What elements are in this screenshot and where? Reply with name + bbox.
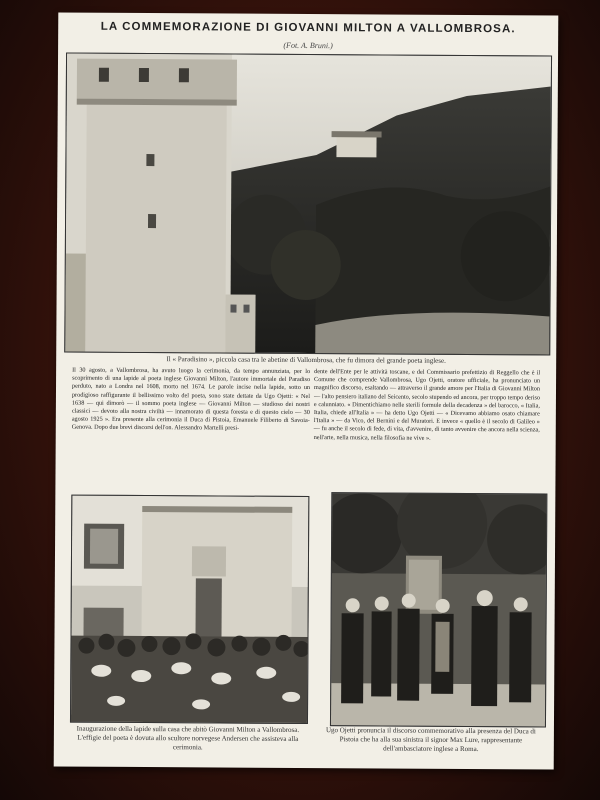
caption-top-photo: Il « Paradisino », piccola casa tra le abetine di Vallombrosa, che fu dimora del grande poeta inglese.: [166, 355, 446, 365]
article-column-right: dente dell'Ente per le attività toscane, e del Commissario prefettizio di Reggello che è il Comune che comprende Vallombrosa, Ugo Ojetti, oratore ufficiale, ha pronunciato un magnifico discorso, esaltando — attraverso il grande amore per l'Italia di Giovanni Milton — l'alto pensiero italiano del Seicento, secolo stupendo ed ancora, per troppo tempo deriso e calunniato. « Dimentichiamo nelle sterili formule della decadenza » del barocco, « Italia, Italia, chiede all'Italia » — ha detto Ugo Ojetti — « Dicevamo abbiamo osato chiamare l'Italia » — da Vico, del Bernini e del Muratori. E invece « quello è il secolo di Galileo » — fu anche il secolo di fede, di vita, d'avvenire, di tanto avvenire che ancora nella scienza, nell'arte, nella musica, nella filosofia ne vive ».: [313, 368, 541, 442]
magazine-page: [54, 12, 559, 769]
photo-paradisino: [64, 53, 552, 356]
photo-ojetti-speech: [330, 492, 547, 727]
headline: LA COMMEMORAZIONE DI GIOVANNI MILTON A VALLOMBROSA.: [100, 20, 516, 36]
caption-bottom-left-photo: Inaugurazione della lapide sulla casa che abitò Giovanni Milton a Vallombrosa. L'effigie del poeta è dovuta allo scultore norvegese Andersen che assisteva alla cerimonia.: [76, 724, 300, 752]
article-column-left: Il 30 agosto, a Vallombrosa, ha avuto luogo la cerimonia, da tempo annunziata, per lo scoprimento di una lapide al poeta inglese Giovanni Milton, l'autore immortale del Paradiso perduto, nato a Londra nel 1608, morto nel 1674. Le parole incise nella lapide, sotto un prodigioso raffigurante il bellissimo volto del poeta, sono state dettate da Ugo Ojetti: « Nel 1638 — qui dimorò — il sommo poeta inglese — Giovanni Milton — studioso dei nostri classici — devoto alla nostra civiltà — innamorato di questa foresta e di questo cielo — 30 agosto 1925 ». Era presente alla cerimonia il Duca di Pistoia, Emanuele Filiberto di Savoia-Genova. Dopo due brevi discorsi dell'on. Alessandro Martelli presi-: [71, 366, 311, 433]
photo-credit: (Fot. A. Bruni.): [283, 40, 333, 51]
caption-bottom-right-photo: Ugo Ojetti pronuncia il discorso commemorativo alla presenza del Duca di Pistoia che ha alla sua sinistra il signor Max Lure, rappresentante dell'ambasciatore inglese a Roma.: [325, 726, 536, 754]
photo-inauguration: [70, 495, 309, 724]
